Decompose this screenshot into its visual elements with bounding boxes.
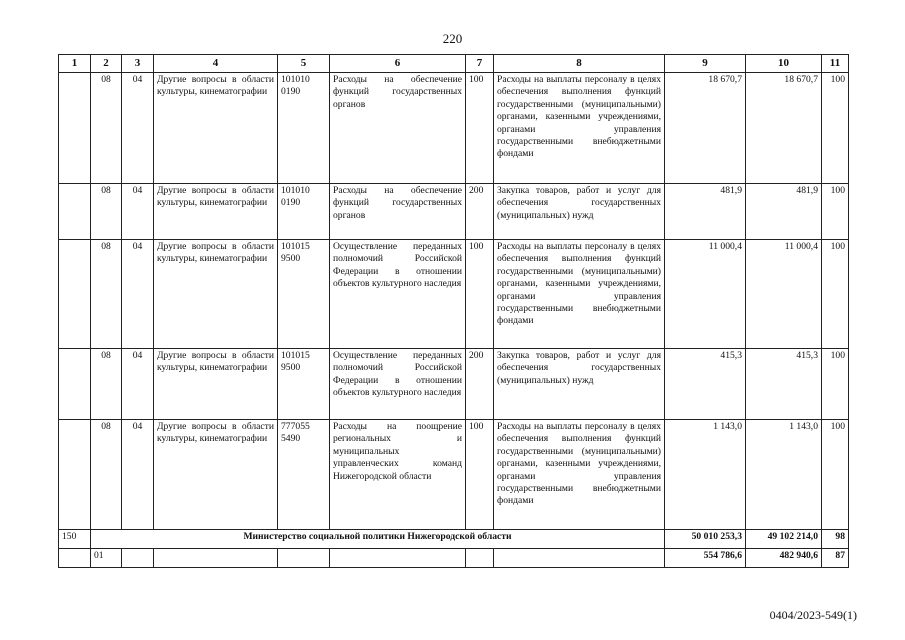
cell-target-code: 101015 9500 xyxy=(278,240,330,349)
cell-expense-type-name: Расходы на выплаты персоналу в целях обеспечения выполнения функций государственными (муниципальными) органами, казенными учреждениями, органами управления государственными внебюджетными фондами xyxy=(494,240,665,349)
cell-expense-type-name: Расходы на выплаты персоналу в целях обеспечения выполнения функций государственными (муниципальными) органами, казенными учреждениями, органами управления государственными внебюджетными фондами xyxy=(494,420,665,530)
cell-percent: 98 xyxy=(822,530,849,549)
cell-section: 01 xyxy=(91,549,122,568)
page-number: 220 xyxy=(442,31,463,46)
column-header: 5 xyxy=(278,55,330,73)
cell-percent: 100 xyxy=(822,73,849,184)
cell-percent: 100 xyxy=(822,184,849,240)
cell-empty xyxy=(466,549,494,568)
cell-empty xyxy=(494,549,665,568)
cell-percent: 87 xyxy=(822,549,849,568)
cell-section: 08 xyxy=(91,184,122,240)
cell-percent: 100 xyxy=(822,349,849,420)
cell-expense-type: 100 xyxy=(466,420,494,530)
cell-section-name: Другие вопросы в области культуры, кинематографии xyxy=(154,73,278,184)
cell-fact: 481,9 xyxy=(746,184,822,240)
cell-fact: 482 940,6 xyxy=(746,549,822,568)
table-row xyxy=(59,420,849,530)
header-row xyxy=(59,55,849,73)
document-code: 0404/2023-549(1) xyxy=(769,608,857,622)
cell-target-name: Осуществление переданных полномочий Российской Федерации в отношении объектов культурного наследия xyxy=(330,240,466,349)
cell-empty xyxy=(59,549,91,568)
cell-expense-type-name: Закупка товаров, работ и услуг для обеспечения государственных (муниципальных) нужд xyxy=(494,184,665,240)
cell-plan: 481,9 xyxy=(665,184,746,240)
cell-expense-type: 200 xyxy=(466,184,494,240)
cell-fact: 18 670,7 xyxy=(746,73,822,184)
cell-section: 08 xyxy=(91,240,122,349)
table-row xyxy=(59,349,849,420)
cell-empty xyxy=(330,549,466,568)
budget-execution-table xyxy=(58,54,849,568)
cell-plan: 415,3 xyxy=(665,349,746,420)
cell-empty xyxy=(278,549,330,568)
cell-target-name: Расходы на поощрение региональных и муниципальных управленческих команд Нижегородской области xyxy=(330,420,466,530)
cell-target-name: Расходы на обеспечение функций государственных органов xyxy=(330,184,466,240)
cell-subsection: 04 xyxy=(122,420,154,530)
cell-ministry-code: 150 xyxy=(59,530,91,549)
column-header: 1 xyxy=(59,55,91,73)
column-header: 2 xyxy=(91,55,122,73)
cell-expense-type-name: Закупка товаров, работ и услуг для обеспечения государственных (муниципальных) нужд xyxy=(494,349,665,420)
cell-subsection: 04 xyxy=(122,240,154,349)
cell-fact: 415,3 xyxy=(746,349,822,420)
cell-expense-type-name: Расходы на выплаты персоналу в целях обеспечения выполнения функций государственными (муниципальными) органами, казенными учреждениями, органами управления государственными внебюджетными фондами xyxy=(494,73,665,184)
cell-section-name: Другие вопросы в области культуры, кинематографии xyxy=(154,240,278,349)
table-row xyxy=(59,240,849,349)
cell-section: 08 xyxy=(91,420,122,530)
cell-section-name: Другие вопросы в области культуры, кинематографии xyxy=(154,184,278,240)
column-header: 10 xyxy=(746,55,822,73)
cell-expense-type: 200 xyxy=(466,349,494,420)
cell-section-name: Другие вопросы в области культуры, кинематографии xyxy=(154,349,278,420)
cell-subsection: 04 xyxy=(122,349,154,420)
cell-empty xyxy=(59,240,91,349)
cell-expense-type: 100 xyxy=(466,240,494,349)
cell-target-name: Осуществление переданных полномочий Российской Федерации в отношении объектов культурного наследия xyxy=(330,349,466,420)
column-header: 8 xyxy=(494,55,665,73)
cell-empty xyxy=(59,73,91,184)
column-header: 3 xyxy=(122,55,154,73)
table-row xyxy=(59,73,849,184)
cell-empty xyxy=(59,349,91,420)
column-header: 6 xyxy=(330,55,466,73)
cell-target-code: 777055 5490 xyxy=(278,420,330,530)
cell-fact: 1 143,0 xyxy=(746,420,822,530)
cell-empty xyxy=(154,549,278,568)
cell-plan: 50 010 253,3 xyxy=(665,530,746,549)
cell-target-code: 101010 0190 xyxy=(278,73,330,184)
column-header: 7 xyxy=(466,55,494,73)
column-header: 9 xyxy=(665,55,746,73)
ministry-row xyxy=(59,530,849,549)
cell-ministry-name: Министерство социальной политики Нижегородской области xyxy=(91,530,665,549)
cell-empty xyxy=(59,184,91,240)
cell-empty xyxy=(59,420,91,530)
table-row xyxy=(59,184,849,240)
column-header: 4 xyxy=(154,55,278,73)
cell-plan: 554 786,6 xyxy=(665,549,746,568)
cell-percent: 100 xyxy=(822,420,849,530)
column-header: 11 xyxy=(822,55,849,73)
cell-target-code: 101010 0190 xyxy=(278,184,330,240)
cell-empty xyxy=(122,549,154,568)
cell-target-name: Расходы на обеспечение функций государственных органов xyxy=(330,73,466,184)
cell-plan: 1 143,0 xyxy=(665,420,746,530)
cell-target-code: 101015 9500 xyxy=(278,349,330,420)
cell-expense-type: 100 xyxy=(466,73,494,184)
cell-section: 08 xyxy=(91,349,122,420)
cell-section: 08 xyxy=(91,73,122,184)
cell-fact: 49 102 214,0 xyxy=(746,530,822,549)
cell-plan: 18 670,7 xyxy=(665,73,746,184)
section-total-row xyxy=(59,549,849,568)
cell-fact: 11 000,4 xyxy=(746,240,822,349)
cell-section-name: Другие вопросы в области культуры, кинематографии xyxy=(154,420,278,530)
cell-plan: 11 000,4 xyxy=(665,240,746,349)
cell-subsection: 04 xyxy=(122,184,154,240)
cell-subsection: 04 xyxy=(122,73,154,184)
cell-percent: 100 xyxy=(822,240,849,349)
